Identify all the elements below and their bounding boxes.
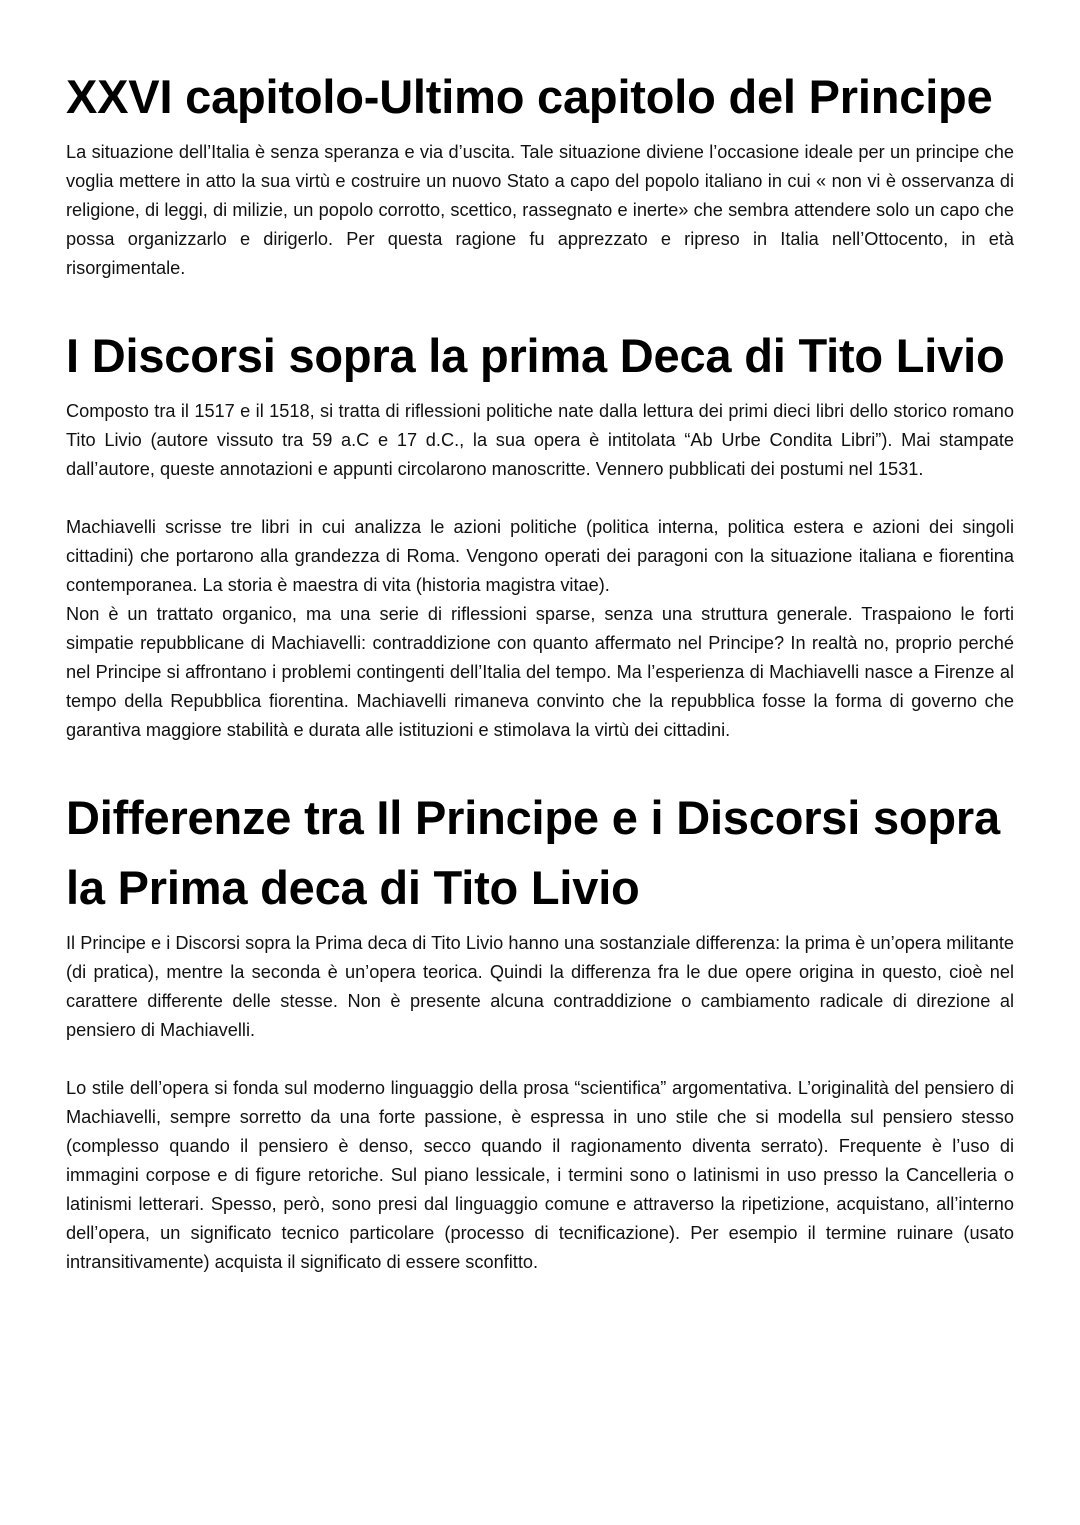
section-heading: I Discorsi sopra la prima Deca di Tito Livio bbox=[66, 329, 1005, 382]
section-heading: XXVI capitolo-Ultimo capitolo del Principe bbox=[66, 70, 993, 123]
paragraph: Composto tra il 1517 e il 1518, si tratta di riflessioni politiche nate dalla lettura dei primi dieci libri dello storico romano Tito Livio (autore vissuto tra 59 a.C e 17 d.C., la sua opera è intitolata “Ab Urbe Condita Libri”). Mai stampate dall’autore, queste annotazioni e appunti circolarono manoscritte. Vennero pubblicati dei postumi nel 1531. bbox=[66, 401, 1014, 479]
section-discorsi bbox=[66, 321, 1014, 745]
document-page bbox=[66, 62, 1014, 1277]
paragraph: Il Principe e i Discorsi sopra la Prima deca di Tito Livio hanno una sostanziale differenza: la prima è un’opera militante (di pratica), mentre la seconda è un’opera teorica. Quindi la differenza fra le due opere origina in questo, cioè nel carattere differente delle stesse. Non è presente alcuna contraddizione o cambiamento radicale di direzione al pensiero di Machiavelli. bbox=[66, 933, 1014, 1040]
section-heading: Differenze tra Il Principe e i Discorsi sopra la Prima deca di Tito Livio bbox=[66, 791, 1000, 914]
paragraph: La situazione dell’Italia è senza speranza e via d’uscita. Tale situazione diviene l’occasione ideale per un principe che voglia mettere in atto la sua virtù e costruire un nuovo Stato a capo del popolo italiano in cui « non vi è osservanza di religione, di leggi, di milizie, un popolo corrotto, scettico, rassegnato e inerte» che sembra attendere solo un capo che possa organizzarlo e dirigerlo. Per questa ragione fu apprezzato e ripreso in Italia nell’Ottocento, in età risorgimentale. bbox=[66, 142, 1014, 278]
section-ultimo-capitolo bbox=[66, 62, 1014, 283]
paragraph: Machiavelli scrisse tre libri in cui analizza le azioni politiche (politica interna, politica estera e azioni dei singoli cittadini) che portarono alla grandezza di Roma. Vengono operati dei paragoni con la situazione italiana e fiorentina contemporanea. La storia è maestra di vita (historia magistra vitae). bbox=[66, 517, 1014, 595]
section-differenze bbox=[66, 783, 1014, 1277]
paragraph: Lo stile dell’opera si fonda sul moderno linguaggio della prosa “scientifica” argomentativa. L’originalità del pensiero di Machiavelli, sempre sorretto da una forte passione, è espressa in uno stile che si modella sul pensiero stesso (complesso quando il pensiero è denso, secco quando il ragionamento diventa serrato). Frequente è l’uso di immagini corpose e di figure retoriche. Sul piano lessicale, i termini sono o latinismi in uso presso la Cancelleria o latinismi letterari. Spesso, però, sono presi dal linguaggio comune e attraverso la ripetizione, acquistano, all’interno dell’opera, un significato tecnico particolare (processo di tecnificazione). Per esempio il termine ruinare (usato intransitivamente) acquista il significato di essere sconfitto. bbox=[66, 1078, 1014, 1272]
paragraph: Non è un trattato organico, ma una serie di riflessioni sparse, senza una struttura generale. Traspaiono le forti simpatie repubblicane di Machiavelli: contraddizione con quanto affermato nel Principe? In realtà no, proprio perché nel Principe si affrontano i problemi contingenti dell’Italia del tempo. Ma l’esperienza di Machiavelli nasce a Firenze al tempo della Repubblica fiorentina. Machiavelli rimaneva convinto che la repubblica fosse la forma di governo che garantiva maggiore stabilità e durata alle istituzioni e stimolava la virtù dei cittadini. bbox=[66, 604, 1014, 740]
